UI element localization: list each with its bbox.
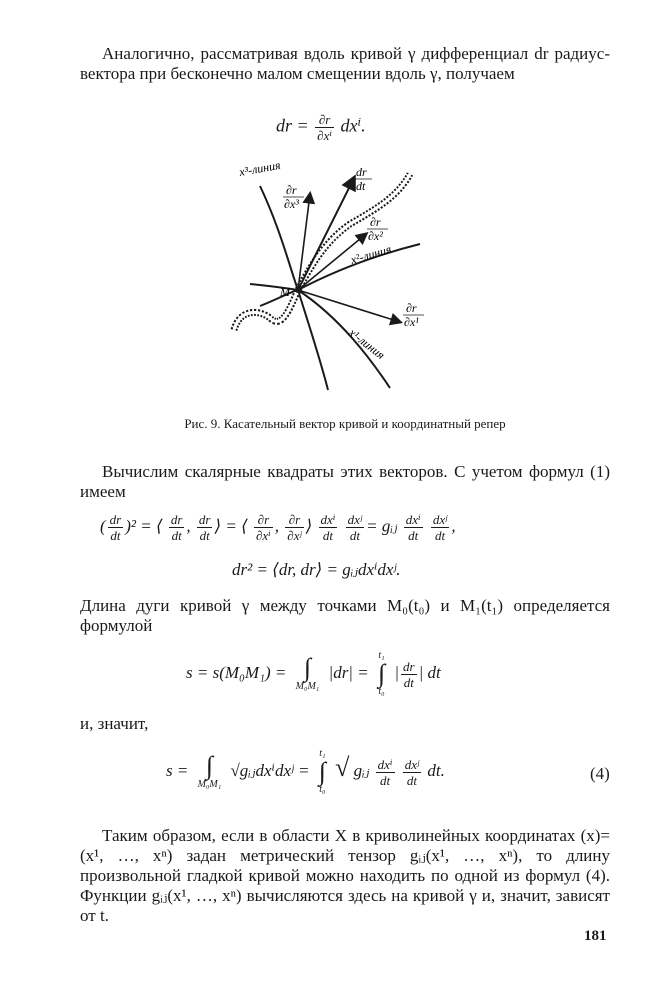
eq-sq-mid: ⟩ = ⟨ <box>214 516 248 536</box>
equation-number: (4) <box>590 764 610 783</box>
paragraph-hence: и, значит, <box>80 714 149 733</box>
eq-sq-a-num: dr <box>170 512 183 527</box>
eq-sq-frac-a <box>169 512 185 543</box>
eq-four-lhs: s = <box>166 760 189 780</box>
eq-sq-comma1: , <box>186 516 191 536</box>
label-dr-dx1-num: ∂r <box>406 301 417 315</box>
eq-sq-h-den: dt <box>435 528 446 543</box>
eq-sq-frac-c <box>254 512 273 543</box>
eq-four-integral-2 <box>317 748 328 796</box>
eq-sq-frac-d <box>285 512 303 543</box>
x3-line <box>260 186 328 390</box>
eq-sq-d-den: ∂xʲ <box>287 528 302 543</box>
eq-four-integral-sign: ∫ <box>205 751 213 780</box>
eq-four-end: dt. <box>427 760 445 780</box>
eq-four-sqrt1: √gᵢⱼdxⁱdxʲ = <box>230 760 310 780</box>
eq-four-g: gᵢⱼ <box>353 760 370 780</box>
eq-sq-frac-h <box>431 512 449 543</box>
eq-arc-upper-t: t₁ <box>378 650 385 661</box>
label-x3-line: x³-линия <box>238 158 282 179</box>
eq-four-upper-t: t₁ <box>319 748 326 759</box>
paragraph-scalar-squares: Вычислим скалярные квадраты этих векторов. С учетом формул (1) имеем <box>80 462 610 501</box>
eq-sq-f-num: dxʲ <box>347 512 363 527</box>
eq-sq-close: )² = ⟨ <box>125 516 163 536</box>
eq-sq-e-num: dxⁱ <box>320 512 336 527</box>
equation-four <box>166 748 445 796</box>
page-number: 181 <box>584 928 607 944</box>
eq-dr-denominator: ∂xⁱ <box>317 128 332 143</box>
figure-caption: Рис. 9. Касательный вектор кривой и координатный репер <box>184 416 506 431</box>
eq-arc-abs-close: | dt <box>418 662 441 682</box>
eq-dr-numerator: ∂r <box>315 112 334 128</box>
eq-arc-num: dr <box>403 658 415 674</box>
eq-sq-frac-lhs <box>108 512 124 543</box>
eq-arc-abs-open: | <box>394 662 400 682</box>
eq-sq-comma2: , <box>274 516 280 536</box>
eq-sq-g: = gᵢⱼ <box>366 516 398 536</box>
eq-sq-g-num: dxⁱ <box>405 512 421 527</box>
point-m-dot <box>295 287 301 293</box>
vector-dr-dx1 <box>298 290 400 322</box>
eq-sq-b-num: dr <box>198 512 211 527</box>
eq-sq-frac-f <box>346 512 364 543</box>
eq-four-lower-arc: M₀M₁ <box>197 779 222 790</box>
eq-sq-e-den: dt <box>322 528 334 543</box>
equation-arc-length <box>186 650 441 698</box>
equation-dr-squared: dr² = ⟨dr, dr⟩ = gᵢⱼdxⁱdxʲ. <box>232 560 401 579</box>
label-dr-dt-den: dt <box>356 179 366 193</box>
eq-four-frac-1 <box>376 757 395 788</box>
eq-sq-lhs-den: dt <box>110 528 121 543</box>
eq-arc-integral-sign: ∫ <box>303 653 312 682</box>
paragraph-conclusion: Таким образом, если в области X в криволинейных координатах (x)=(x¹, …, xⁿ) задан метрический тензор gᵢⱼ(x¹, …, xⁿ), то длину произвольной гладкой кривой можно находить по одной из формул (4). Функции gᵢⱼ(x¹, …, xⁿ) вычисляются здесь на кривой γ и, значит, зависят от t. <box>80 826 610 925</box>
label-x1-line: x¹-линия <box>346 325 388 363</box>
paragraph-differential: Аналогично, рассматривая вдоль кривой γ дифференциал dr радиус-вектора при бесконечно малом смещении вдоль γ, получаем <box>80 44 610 83</box>
figure-tangent-vector <box>220 158 470 398</box>
paragraph-arc-length: Длина дуги кривой γ между точками M₀(t₀) и M₁(t₁) определяется формулой <box>80 596 610 635</box>
eq-arc-den: dt <box>403 674 414 690</box>
eq-sq-h-num: dxʲ <box>432 512 448 527</box>
label-dr-dx3-den: ∂x³ <box>284 197 299 211</box>
eq-sq-frac-e <box>319 512 338 543</box>
label-dr-dx3-num: ∂r <box>286 183 297 197</box>
eq-arc-lower-arc: M₀M₁ <box>295 681 320 692</box>
eq-sq-c-den: ∂xⁱ <box>255 528 271 543</box>
eq-four-num2: dxʲ <box>404 756 420 772</box>
eq-arc-lower-t: t₀ <box>378 686 385 697</box>
eq-sq-close-angle: ⟩ <box>305 516 313 536</box>
eq-arc-integral-1 <box>294 655 322 693</box>
eq-dr-rhs: dxⁱ. <box>340 115 366 136</box>
eq-sq-g-den: dt <box>408 528 419 543</box>
eq-four-den2: dt <box>406 772 418 788</box>
eq-arc-frac <box>401 659 417 690</box>
eq-four-frac-2 <box>403 757 421 788</box>
eq-sq-d-num: ∂r <box>285 512 303 528</box>
label-dr-dx2-num: ∂r <box>370 215 381 229</box>
eq-sq-a-den: dt <box>171 528 182 543</box>
eq-sq-end: , <box>451 516 456 536</box>
eq-sq-frac-b <box>197 512 213 543</box>
equation-dr <box>276 112 366 143</box>
eq-four-integral2-sign: ∫ <box>318 757 326 786</box>
eq-arc-lhs: s = s(M₀M₁) = <box>186 662 287 682</box>
label-x2-line: x²-линия <box>348 241 393 267</box>
eq-arc-integral2-sign: ∫ <box>377 659 386 688</box>
eq-four-lower-t: t₀ <box>319 784 326 795</box>
eq-four-sqrt2: √ <box>335 752 350 782</box>
eq-sq-f-den: dt <box>349 528 360 543</box>
eq-sq-open: ( <box>100 516 106 536</box>
eq-arc-mid: |dr| = <box>328 662 369 682</box>
label-dr-dx2-den: ∂x² <box>368 229 383 243</box>
eq-dr-lhs: dr = <box>276 115 309 136</box>
eq-sq-lhs-num: dr <box>109 512 122 527</box>
label-dr-dx1-den: ∂x¹ <box>404 315 419 329</box>
label-point-m: M <box>280 285 290 299</box>
eq-four-num1: dxⁱ <box>377 756 393 772</box>
eq-four-den1: dt <box>379 772 391 788</box>
eq-sq-b-den: dt <box>199 528 210 543</box>
vector-dr-dt <box>298 178 354 290</box>
eq-sq-frac-g <box>404 512 423 543</box>
eq-arc-integral-2 <box>376 650 387 698</box>
label-dr-dt-num: dr <box>356 165 367 179</box>
eq-sq-c-num: ∂r <box>254 512 273 528</box>
equation-square <box>100 512 456 543</box>
eq-four-integral-1 <box>196 753 224 791</box>
eq-dr-fraction <box>315 112 334 143</box>
